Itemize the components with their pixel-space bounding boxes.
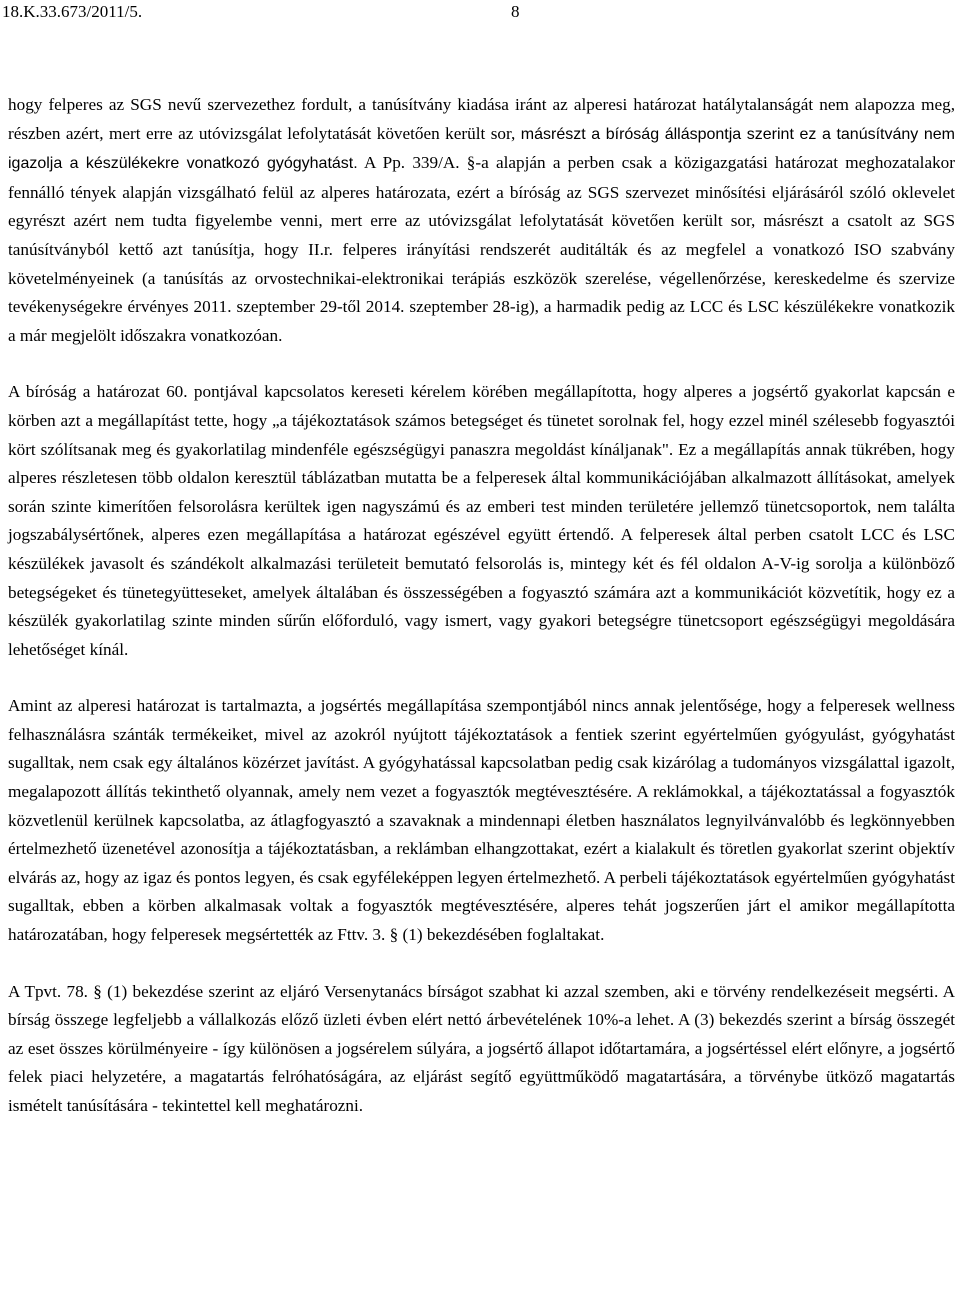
paragraph-4: [8, 978, 955, 1121]
paragraph-run: A Pp. 339/A. §-a alapján a perben csak a közigazgatási határozat meghozatalakor fennálló tények alapján vizsgálható felül az alperes határozata, ezért a bíróság az SGS szervezet minősítési eljárásáról szóló oklevelet egyrészt azért nem tudta figyelembe venni, mert erre az utóvizsgálat lefolytatását követően került sor, másrészt a csatolt az SGS tanúsítványból kettő azt tanúsítja, hogy II.r. felperes irányítási rendszerét auditálták és az megfelel a vonatkozó ISO szabvány követelményeinek (a tanúsítás az orvostechnikai-elektronikai terápiás eszközök szerelése, végellenőrzése, kereskedelme és szervize tevékenységekre érvényes 2011. szeptember 29-től 2014. szeptember 28-ig), a harmadik pedig az LCC és LSC készülékekre vonatkozik a már megjelölt időszakra vonatkozóan.: [8, 153, 955, 345]
page-number: 8: [511, 2, 520, 21]
paragraph-run: hogy felperes az SGS nevű szervezethez fordult, a tanúsítvány kiadása iránt az alperesi határozat hatálytalanságát nem alapozza meg, részben azért, mert erre az utóvizsgálat lefolytatását követően került sor,: [8, 95, 955, 143]
paragraph-1: [8, 91, 955, 350]
case-reference: 18.K.33.673/2011/5.: [2, 2, 143, 21]
paragraph-2: [8, 378, 955, 664]
paragraph-run-sans: másrészt a bíróság álláspontja szerint ez a tanúsítvány nem igazolja a készülékekre vonatkozó gyógyhatást.: [8, 125, 955, 173]
paragraph-run: A Tpvt. 78. § (1) bekezdése szerint az eljáró Versenytanács bírságot szabhat ki azzal szemben, aki e törvény rendelkezéseit megsérti. A bírság összege legfeljebb a vállalkozás előző üzleti évben elért nettó árbevételének 10%-a lehet. A (3) bekezdés szerint a bírság összegét az eset összes körülményeire - így különösen a jogsérelem súlyára, a jogsértő állapot időtartamára, a jogsértéssel elért előnyre, a jogsértő felek piaci helyzetére, a magatartás felróhatóságára, az eljárást segítő együttműködő magatartására, a törvénybe ütköző magatartás ismételt tanúsítására - tekintettel kell meghatározni.: [8, 981, 955, 1115]
page-header: [0, 0, 960, 30]
paragraph-3: [8, 692, 955, 949]
document-body: [8, 91, 955, 1121]
paragraph-run: A bíróság a határozat 60. pontjával kapcsolatos kereseti kérelem körében megállapította, hogy alperes a jogsértő gyakorlat kapcsán e körben azt a megállapítást tette, hogy „a tájékoztatások számos betegséget és tünetet sorolnak fel, hogy ezzel minél szélesebb fogyasztói kört szólítsanak meg és gyakorlatilag mindenféle egészségügyi panaszra megoldást kínáljanak". Ez a megállapítás annak tükrében, hogy alperes részletesen több oldalon keresztül táblázatban mutatta be a felperesek által kommunikációjában alkalmazott állításokat, amelyek során szinte kimerítően felsorolásra kerültek igen nagyszámú és az emberi test minden területére jellemző tünetcsoportok, nem találta jogszabálysértőnek, alperes ezen megállapítása a határozat egészével együtt értendő. A felperesek által perben csatolt LCC és LSC készülékek javasolt és szándékolt alkalmazási területeit bemutató felsorolás is, mintegy két és fél oldalon A-V-ig sorolja a különböző betegségeket és tünetegyütteseket, amelyek általában és összességében a fogyasztó számára azt a kommunikációt közvetítik, hogy ez a készülék gyakorlatilag szinte minden sűrűn előforduló, vagy ismert, vagy gyakori betegségre tünetcsoport egészségügyi megoldására lehetőséget kínál.: [8, 382, 955, 659]
paragraph-run: Amint az alperesi határozat is tartalmazta, a jogsértés megállapítása szempontjából nincs annak jelentősége, hogy a felperesek wellness felhasználásra szánták termékeiket, mivel az azokról nyújtott tájékoztatások a fentiek szerint egyértelműen gyógyulást, gyógyhatást sugalltak, nem csak egy általános közérzet javítást. A gyógyhatással kapcsolatban pedig csak kizárólag a tudományos vizsgálattal igazolt, megalapozott állítás tekinthető olyannak, amely nem vezet a fogyasztók megtévesztésére. A reklámokkal, a tájékoztatással a fogyasztók közvetlenül kerülnek kapcsolatba, az átlagfogyasztó a szavaknak a mindennapi életben használatos legnyilvánvalóbb és legkönnyebben értelmezhető üzenetével azonosítja a tájékoztatásban, a reklámban elhangzottakat, ezért a kialakult és töretlen gyakorlat szerint objektív elvárás az, hogy az igaz és pontos legyen, és csak egyféleképpen legyen értelmezhető. A perbeli tájékoztatások egyértelműen gyógyhatást sugalltak, ebben a körben alkalmasak voltak a fogyasztók megtévesztésére, alperes tehát jogszerűen járt el amikor megállapította határozatában, hogy felperesek megsértették az Fttv. 3. § (1) bekezdésében foglaltakat.: [8, 696, 955, 945]
